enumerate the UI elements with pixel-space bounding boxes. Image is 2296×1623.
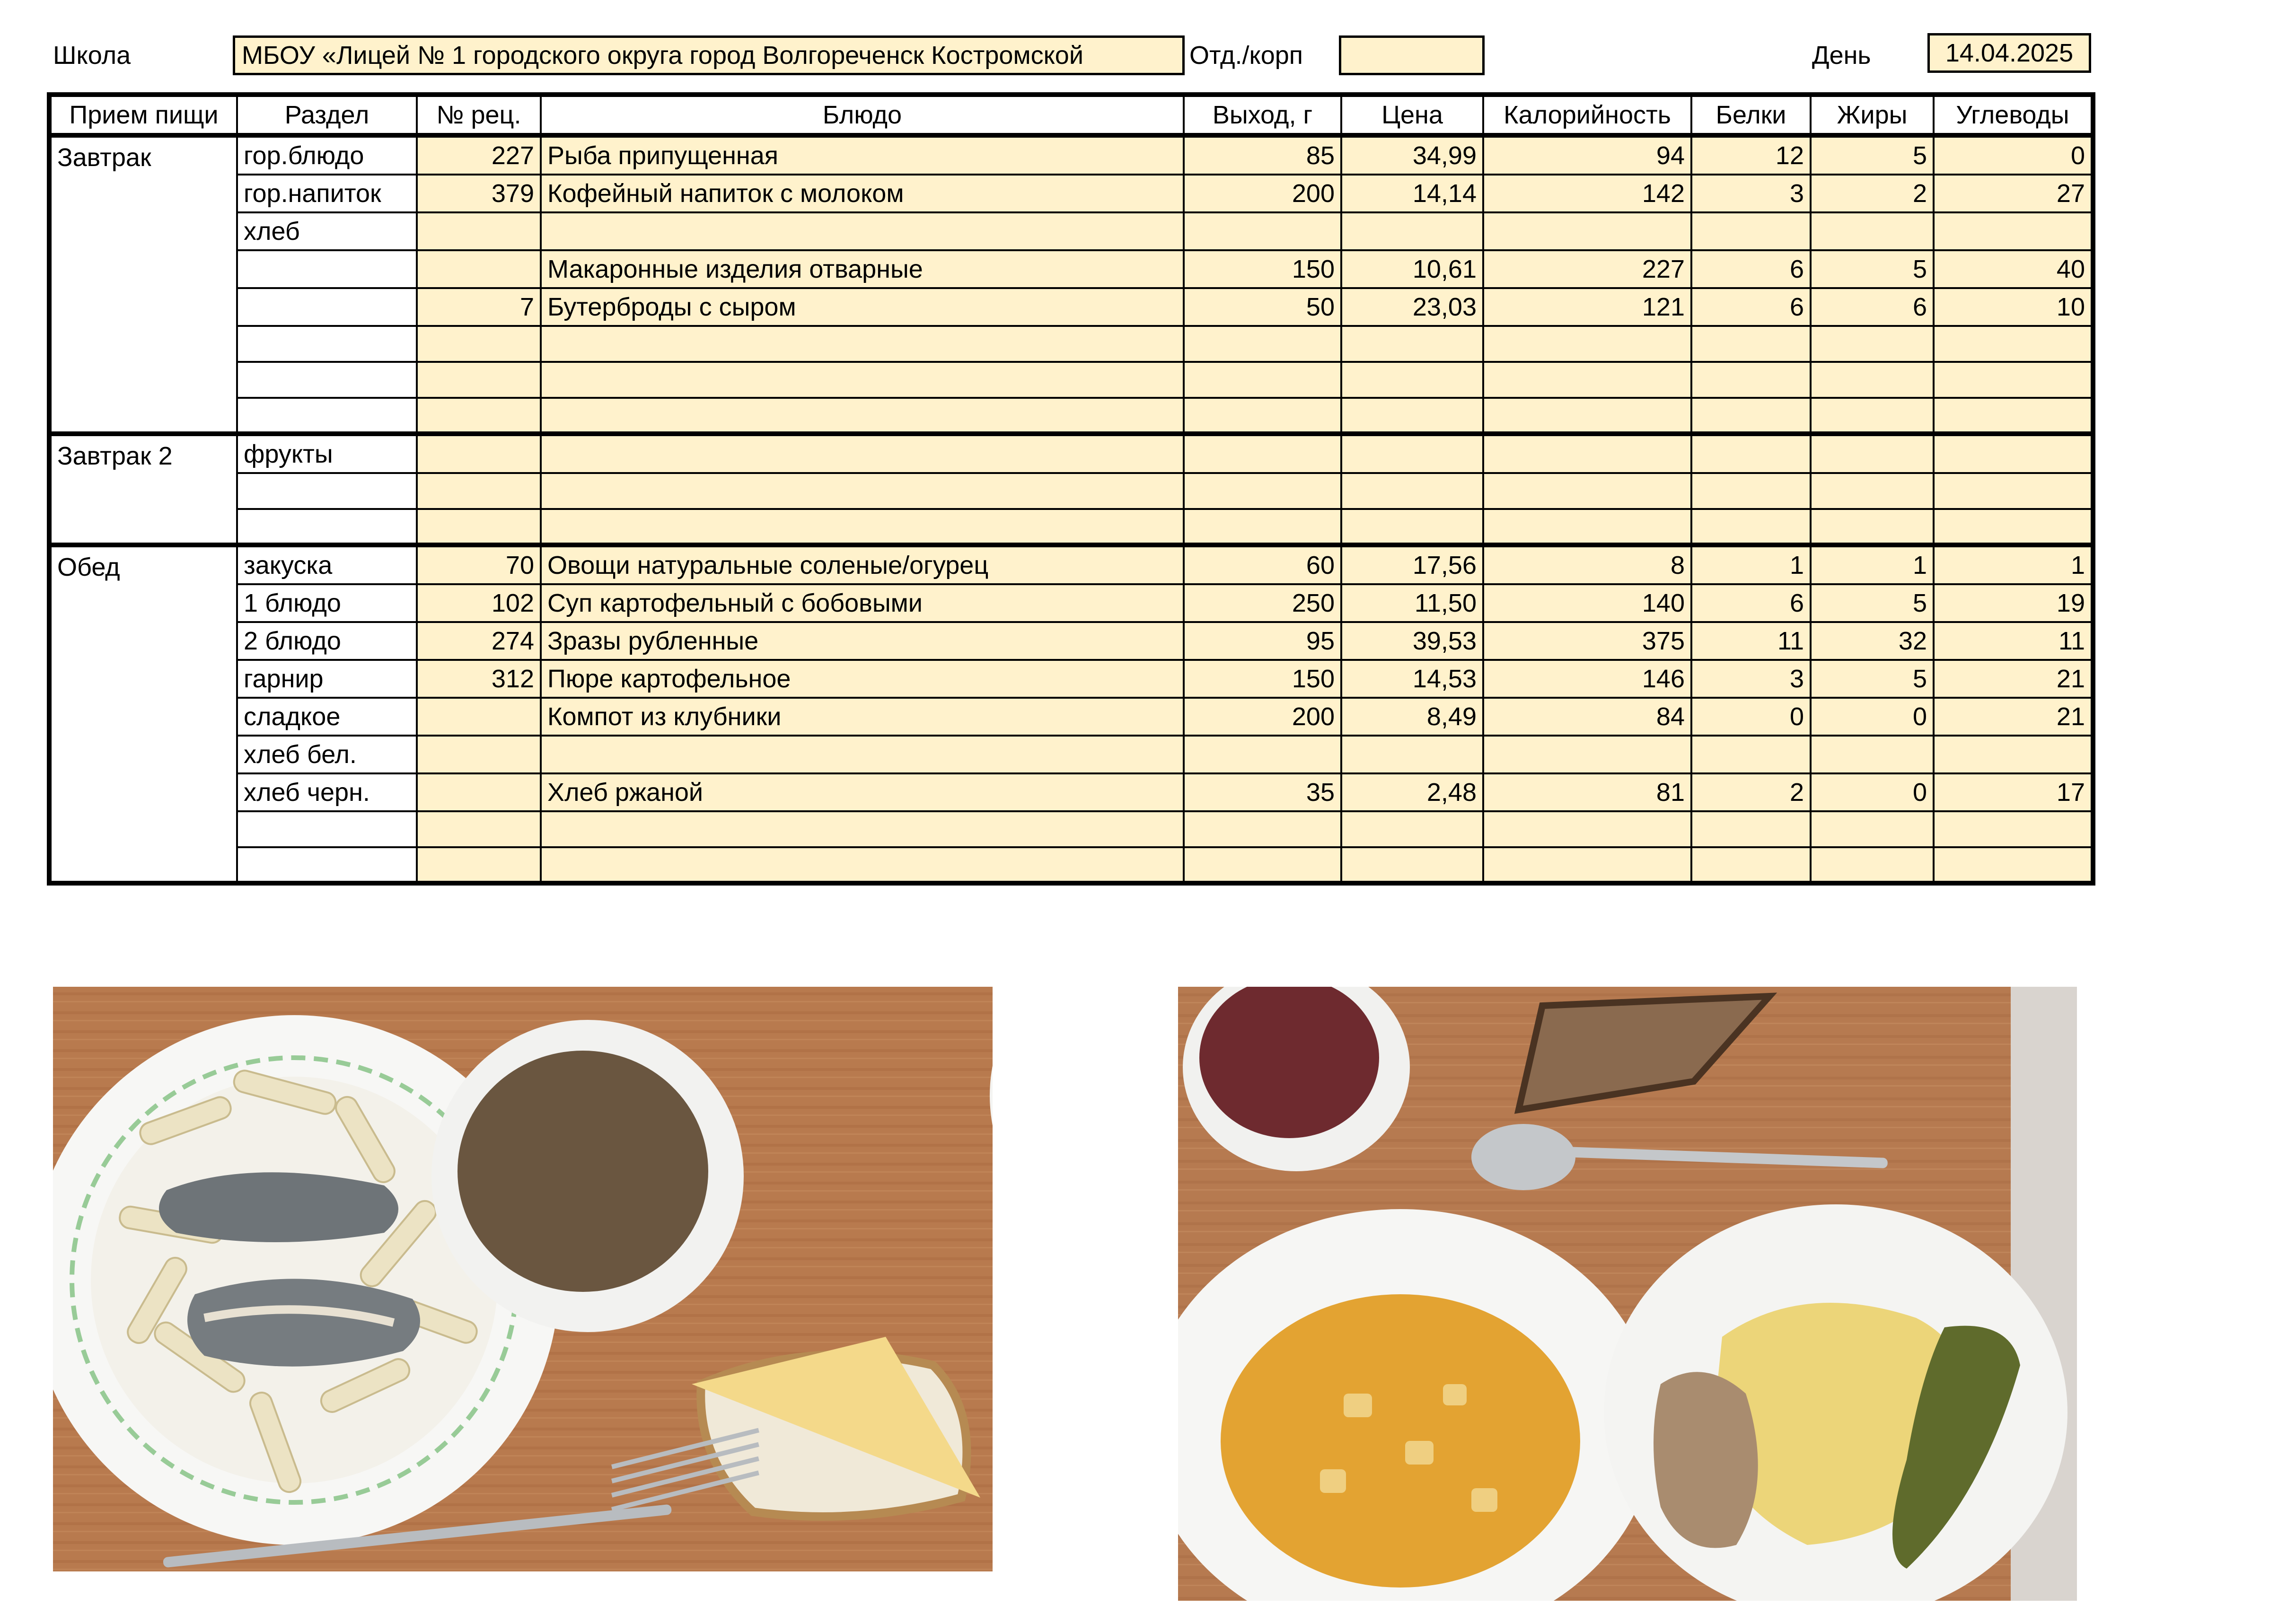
- calories-cell[interactable]: 94: [1483, 135, 1691, 175]
- menu-body: [49, 135, 2093, 883]
- recipe-cell[interactable]: [417, 212, 541, 250]
- carbs-cell[interactable]: 27: [1934, 175, 2093, 212]
- dish-cell[interactable]: [541, 847, 1184, 883]
- proteins-cell[interactable]: 6: [1691, 584, 1811, 622]
- recipe-cell[interactable]: [417, 847, 541, 883]
- recipe-cell[interactable]: 274: [417, 622, 541, 660]
- section-cell[interactable]: гарнир: [237, 660, 417, 698]
- carbs-cell[interactable]: [1934, 326, 2093, 362]
- section-cell[interactable]: закуска: [237, 545, 417, 584]
- price-cell[interactable]: [1341, 326, 1483, 362]
- yield-cell[interactable]: 250: [1184, 584, 1341, 622]
- dish-cell[interactable]: [541, 736, 1184, 773]
- col-recipe: № рец.: [417, 95, 541, 135]
- recipe-cell[interactable]: [417, 362, 541, 398]
- col-section: Раздел: [237, 95, 417, 135]
- section-cell[interactable]: [237, 250, 417, 288]
- col-fats: Жиры: [1811, 95, 1934, 135]
- table-row: [49, 660, 2093, 698]
- carbs-cell[interactable]: 19: [1934, 584, 2093, 622]
- day-field[interactable]: 14.04.2025: [1927, 33, 2091, 73]
- section-cell[interactable]: хлеб бел.: [237, 736, 417, 773]
- yield-cell[interactable]: 150: [1184, 250, 1341, 288]
- proteins-cell[interactable]: [1691, 212, 1811, 250]
- header-row: [49, 95, 2093, 135]
- calories-cell[interactable]: 8: [1483, 545, 1691, 584]
- price-cell[interactable]: [1341, 811, 1483, 847]
- table-row: [49, 847, 2093, 883]
- recipe-cell[interactable]: [417, 698, 541, 736]
- calories-cell[interactable]: [1483, 736, 1691, 773]
- table-row: [49, 509, 2093, 545]
- proteins-cell[interactable]: 11: [1691, 622, 1811, 660]
- calories-cell[interactable]: [1483, 434, 1691, 473]
- school-label: Школа: [53, 41, 131, 70]
- price-cell[interactable]: [1341, 509, 1483, 545]
- price-cell[interactable]: 39,53: [1341, 622, 1483, 660]
- proteins-cell[interactable]: [1691, 326, 1811, 362]
- price-cell[interactable]: [1341, 736, 1483, 773]
- recipe-cell[interactable]: [417, 811, 541, 847]
- col-dish: Блюдо: [541, 95, 1184, 135]
- price-cell[interactable]: 34,99: [1341, 135, 1483, 175]
- price-cell[interactable]: 23,03: [1341, 288, 1483, 326]
- fats-cell[interactable]: 0: [1811, 698, 1934, 736]
- fats-cell[interactable]: [1811, 326, 1934, 362]
- school-field[interactable]: МБОУ «Лицей № 1 городского округа город Волгореченск Костромской: [233, 35, 1185, 75]
- section-cell[interactable]: 2 блюдо: [237, 622, 417, 660]
- yield-cell[interactable]: [1184, 434, 1341, 473]
- section-cell[interactable]: гор.блюдо: [237, 135, 417, 175]
- fats-cell[interactable]: 5: [1811, 250, 1934, 288]
- price-cell[interactable]: 14,14: [1341, 175, 1483, 212]
- calories-cell[interactable]: [1483, 398, 1691, 434]
- calories-cell[interactable]: 140: [1483, 584, 1691, 622]
- dish-cell[interactable]: [541, 362, 1184, 398]
- fats-cell[interactable]: [1811, 362, 1934, 398]
- section-cell[interactable]: [237, 326, 417, 362]
- recipe-cell[interactable]: [417, 434, 541, 473]
- price-cell[interactable]: 8,49: [1341, 698, 1483, 736]
- yield-cell[interactable]: [1184, 847, 1341, 883]
- section-cell[interactable]: [237, 362, 417, 398]
- section-cell[interactable]: фрукты: [237, 434, 417, 473]
- proteins-cell[interactable]: 3: [1691, 175, 1811, 212]
- dish-cell[interactable]: Кофейный напиток с молоком: [541, 175, 1184, 212]
- yield-cell[interactable]: [1184, 736, 1341, 773]
- fats-cell[interactable]: 32: [1811, 622, 1934, 660]
- proteins-cell[interactable]: [1691, 434, 1811, 473]
- table-row: [49, 250, 2093, 288]
- carbs-cell[interactable]: 10: [1934, 288, 2093, 326]
- fats-cell[interactable]: 5: [1811, 135, 1934, 175]
- section-cell[interactable]: [237, 847, 417, 883]
- recipe-cell[interactable]: 312: [417, 660, 541, 698]
- yield-cell[interactable]: [1184, 398, 1341, 434]
- fats-cell[interactable]: [1811, 736, 1934, 773]
- yield-cell[interactable]: [1184, 212, 1341, 250]
- calories-cell[interactable]: 227: [1483, 250, 1691, 288]
- dish-cell[interactable]: Зразы рубленные: [541, 622, 1184, 660]
- proteins-cell[interactable]: [1691, 736, 1811, 773]
- section-cell[interactable]: хлеб черн.: [237, 773, 417, 811]
- proteins-cell[interactable]: [1691, 847, 1811, 883]
- table-row: [49, 326, 2093, 362]
- table-row: [49, 473, 2093, 509]
- proteins-cell[interactable]: [1691, 473, 1811, 509]
- price-cell[interactable]: 17,56: [1341, 545, 1483, 584]
- price-cell[interactable]: [1341, 434, 1483, 473]
- dish-cell[interactable]: Бутерброды с сыром: [541, 288, 1184, 326]
- dish-cell[interactable]: Овощи натуральные соленые/огурец: [541, 545, 1184, 584]
- dish-cell[interactable]: [541, 326, 1184, 362]
- fats-cell[interactable]: [1811, 434, 1934, 473]
- col-yield: Выход, г: [1184, 95, 1341, 135]
- price-cell[interactable]: 14,53: [1341, 660, 1483, 698]
- yield-cell[interactable]: [1184, 362, 1341, 398]
- fats-cell[interactable]: [1811, 398, 1934, 434]
- recipe-cell[interactable]: [417, 398, 541, 434]
- calories-cell[interactable]: 84: [1483, 698, 1691, 736]
- fats-cell[interactable]: [1811, 847, 1934, 883]
- price-cell[interactable]: 2,48: [1341, 773, 1483, 811]
- recipe-cell[interactable]: [417, 326, 541, 362]
- calories-cell[interactable]: [1483, 326, 1691, 362]
- col-price: Цена: [1341, 95, 1483, 135]
- yield-cell[interactable]: [1184, 326, 1341, 362]
- table-row: [49, 811, 2093, 847]
- table-row: [49, 175, 2093, 212]
- price-cell[interactable]: 10,61: [1341, 250, 1483, 288]
- recipe-cell[interactable]: [417, 473, 541, 509]
- table-row: [49, 622, 2093, 660]
- section-cell[interactable]: хлеб: [237, 212, 417, 250]
- col-meal: Прием пищи: [49, 95, 237, 135]
- proteins-cell[interactable]: 0: [1691, 698, 1811, 736]
- fats-cell[interactable]: 5: [1811, 660, 1934, 698]
- carbs-cell[interactable]: 21: [1934, 660, 2093, 698]
- section-cell[interactable]: сладкое: [237, 698, 417, 736]
- recipe-cell[interactable]: [417, 509, 541, 545]
- proteins-cell[interactable]: 6: [1691, 250, 1811, 288]
- yield-cell[interactable]: [1184, 509, 1341, 545]
- calories-cell[interactable]: 142: [1483, 175, 1691, 212]
- calories-cell[interactable]: 375: [1483, 622, 1691, 660]
- section-cell[interactable]: гор.напиток: [237, 175, 417, 212]
- calories-cell[interactable]: [1483, 811, 1691, 847]
- carbs-cell[interactable]: 40: [1934, 250, 2093, 288]
- fats-cell[interactable]: 2: [1811, 175, 1934, 212]
- proteins-cell[interactable]: [1691, 398, 1811, 434]
- calories-cell[interactable]: [1483, 847, 1691, 883]
- col-carbs: Углеводы: [1934, 95, 2093, 135]
- price-cell[interactable]: [1341, 362, 1483, 398]
- dish-cell[interactable]: [541, 434, 1184, 473]
- recipe-cell[interactable]: [417, 736, 541, 773]
- yield-cell[interactable]: 95: [1184, 622, 1341, 660]
- dish-cell[interactable]: Пюре картофельное: [541, 660, 1184, 698]
- recipe-cell[interactable]: 70: [417, 545, 541, 584]
- fats-cell[interactable]: [1811, 212, 1934, 250]
- table-row: [49, 434, 2093, 473]
- dish-cell[interactable]: Компот из клубники: [541, 698, 1184, 736]
- recipe-cell[interactable]: 379: [417, 175, 541, 212]
- yield-cell[interactable]: [1184, 473, 1341, 509]
- fats-cell[interactable]: 5: [1811, 584, 1934, 622]
- yield-cell[interactable]: 150: [1184, 660, 1341, 698]
- yield-cell[interactable]: 200: [1184, 698, 1341, 736]
- price-cell[interactable]: [1341, 473, 1483, 509]
- carbs-cell[interactable]: 0: [1934, 135, 2093, 175]
- calories-cell[interactable]: [1483, 212, 1691, 250]
- table-row: [49, 288, 2093, 326]
- dish-cell[interactable]: [541, 398, 1184, 434]
- dish-cell[interactable]: [541, 473, 1184, 509]
- yield-cell[interactable]: 50: [1184, 288, 1341, 326]
- yield-cell[interactable]: [1184, 811, 1341, 847]
- table-row: [49, 398, 2093, 434]
- carbs-cell[interactable]: 21: [1934, 698, 2093, 736]
- carbs-cell[interactable]: [1934, 362, 2093, 398]
- carbs-cell[interactable]: [1934, 473, 2093, 509]
- dish-cell[interactable]: [541, 509, 1184, 545]
- yield-cell[interactable]: 35: [1184, 773, 1341, 811]
- price-cell[interactable]: 11,50: [1341, 584, 1483, 622]
- dept-label: Отд./корп: [1189, 41, 1303, 70]
- dish-cell[interactable]: Суп картофельный с бобовыми: [541, 584, 1184, 622]
- proteins-cell[interactable]: [1691, 362, 1811, 398]
- carbs-cell[interactable]: [1934, 509, 2093, 545]
- section-cell[interactable]: [237, 288, 417, 326]
- carbs-cell[interactable]: [1934, 811, 2093, 847]
- proteins-cell[interactable]: 12: [1691, 135, 1811, 175]
- table-row: [49, 212, 2093, 250]
- carbs-cell[interactable]: 17: [1934, 773, 2093, 811]
- carbs-cell[interactable]: [1934, 736, 2093, 773]
- fats-cell[interactable]: 1: [1811, 545, 1934, 584]
- dish-cell[interactable]: [541, 811, 1184, 847]
- section-cell[interactable]: [237, 811, 417, 847]
- carbs-cell[interactable]: 11: [1934, 622, 2093, 660]
- fats-cell[interactable]: [1811, 811, 1934, 847]
- price-cell[interactable]: [1341, 212, 1483, 250]
- proteins-cell[interactable]: 2: [1691, 773, 1811, 811]
- carbs-cell[interactable]: [1934, 847, 2093, 883]
- calories-cell[interactable]: 81: [1483, 773, 1691, 811]
- day-label: День: [1812, 41, 1871, 70]
- table-row: [49, 362, 2093, 398]
- carbs-cell[interactable]: [1934, 398, 2093, 434]
- recipe-cell[interactable]: 102: [417, 584, 541, 622]
- meal-cell: Завтрак: [49, 135, 237, 434]
- carbs-cell[interactable]: [1934, 434, 2093, 473]
- dept-field[interactable]: [1339, 35, 1485, 75]
- section-cell[interactable]: 1 блюдо: [237, 584, 417, 622]
- yield-cell[interactable]: 60: [1184, 545, 1341, 584]
- lunch-photo: [1178, 987, 2077, 1601]
- recipe-cell[interactable]: 227: [417, 135, 541, 175]
- table-row: [49, 736, 2093, 773]
- proteins-cell[interactable]: [1691, 509, 1811, 545]
- meal-cell: Завтрак 2: [49, 434, 237, 545]
- dish-cell[interactable]: Макаронные изделия отварные: [541, 250, 1184, 288]
- calories-cell[interactable]: [1483, 362, 1691, 398]
- proteins-cell[interactable]: 1: [1691, 545, 1811, 584]
- table-row: [49, 698, 2093, 736]
- price-cell[interactable]: [1341, 847, 1483, 883]
- fats-cell[interactable]: [1811, 473, 1934, 509]
- col-calories: Калорийность: [1483, 95, 1691, 135]
- proteins-cell[interactable]: 3: [1691, 660, 1811, 698]
- price-cell[interactable]: [1341, 398, 1483, 434]
- fats-cell[interactable]: 6: [1811, 288, 1934, 326]
- calories-cell[interactable]: 121: [1483, 288, 1691, 326]
- carbs-cell[interactable]: 1: [1934, 545, 2093, 584]
- yield-cell[interactable]: 85: [1184, 135, 1341, 175]
- yield-cell[interactable]: 200: [1184, 175, 1341, 212]
- carbs-cell[interactable]: [1934, 212, 2093, 250]
- recipe-cell[interactable]: [417, 773, 541, 811]
- table-row: [49, 584, 2093, 622]
- fats-cell[interactable]: [1811, 509, 1934, 545]
- calories-cell[interactable]: [1483, 509, 1691, 545]
- calories-cell[interactable]: 146: [1483, 660, 1691, 698]
- section-cell[interactable]: [237, 509, 417, 545]
- section-cell[interactable]: [237, 398, 417, 434]
- recipe-cell[interactable]: [417, 250, 541, 288]
- table-row: [49, 135, 2093, 175]
- calories-cell[interactable]: [1483, 473, 1691, 509]
- proteins-cell[interactable]: 6: [1691, 288, 1811, 326]
- recipe-cell[interactable]: 7: [417, 288, 541, 326]
- table-row: [49, 773, 2093, 811]
- dish-cell[interactable]: Хлеб ржаной: [541, 773, 1184, 811]
- proteins-cell[interactable]: [1691, 811, 1811, 847]
- breakfast-photo: [53, 987, 993, 1571]
- fats-cell[interactable]: 0: [1811, 773, 1934, 811]
- menu-table: [47, 92, 2095, 886]
- dish-cell[interactable]: [541, 212, 1184, 250]
- table-row: [49, 545, 2093, 584]
- dish-cell[interactable]: Рыба припущенная: [541, 135, 1184, 175]
- section-cell[interactable]: [237, 473, 417, 509]
- col-proteins: Белки: [1691, 95, 1811, 135]
- meal-cell: Обед: [49, 545, 237, 883]
